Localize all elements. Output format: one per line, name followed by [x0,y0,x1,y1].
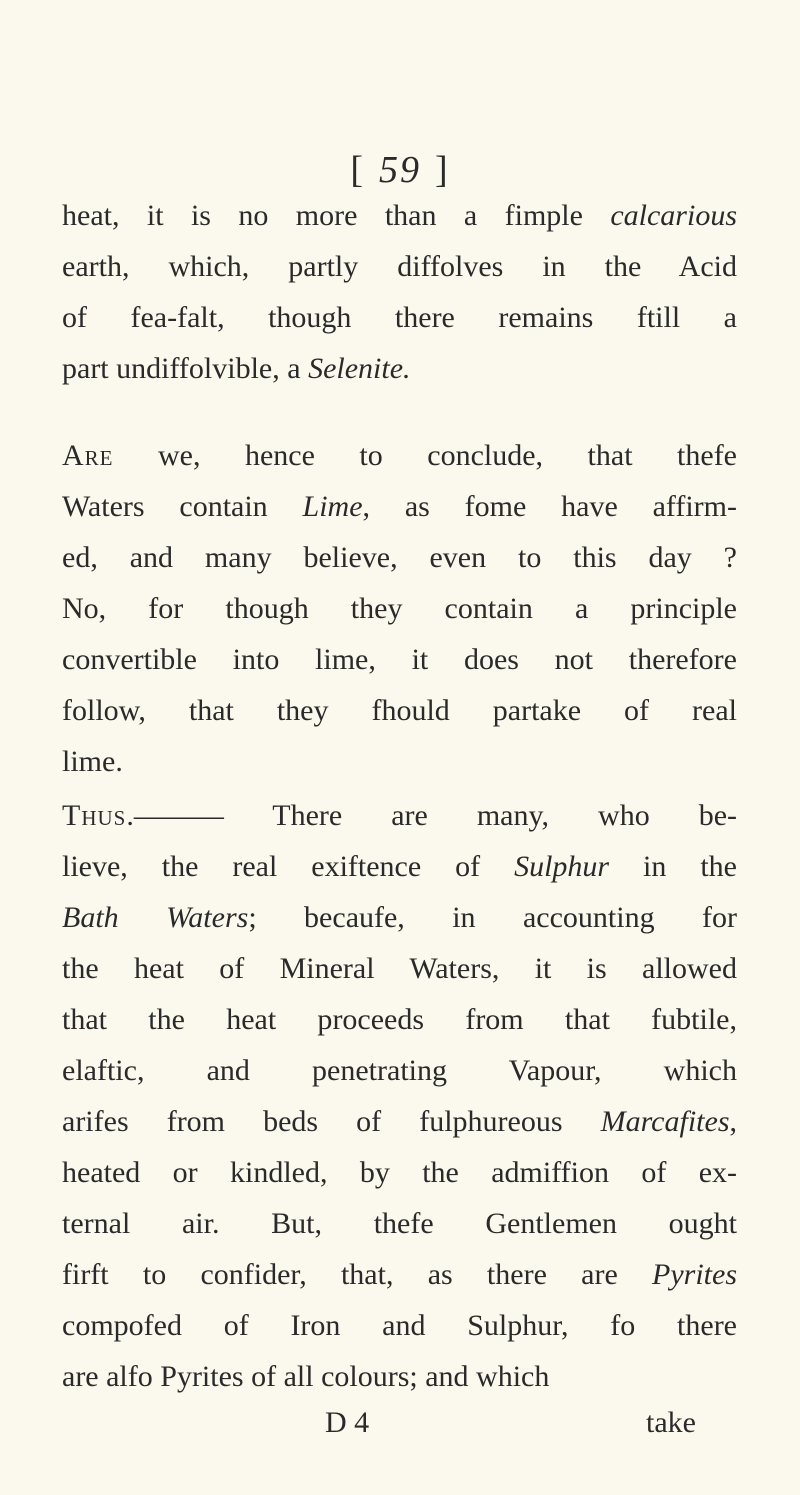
page-number: 59 [379,149,421,191]
text-line: ed, and many believe, even to this day ? [62,541,737,574]
text-line: No, for though they contain a principle [62,592,737,625]
italic-term: Sulphur [514,850,610,883]
text-line: that the heat proceeds from that fubtile, [62,1003,737,1036]
paragraph-3 [62,790,737,1402]
text-line: elaftic, and penetrating Vapour, which [62,1054,737,1087]
text-line: Bath Waters; becaufe, in accounting for [62,901,737,934]
text-line: heated or kindled, by the admiffion of ex- [62,1156,737,1189]
paragraph-1 [62,190,737,394]
text-line: Are we, hence to conclude, that thefe [62,439,737,472]
text-line: firft to confider, that, as there are Pyrites [62,1258,737,1291]
text-line: convertible into lime, it does not therefore [62,643,737,676]
text-line: compofed of Iron and Sulphur, fo there [62,1309,737,1342]
italic-term: Lime [302,490,363,523]
small-caps-lead: Are [62,439,114,472]
text-line: lieve, the real exiftence of Sulphur in the [62,850,737,883]
italic-term: calcarious [610,199,737,232]
italic-term: Selenite. [308,352,411,385]
italic-term: Pyrites [652,1258,737,1291]
text-line: earth, which, partly diffolves in the Acid [62,250,737,283]
catchword: take [646,1406,696,1439]
text-line: Thus.——— There are many, who be- [62,799,737,832]
text-line: the heat of Mineral Waters, it is allowed [62,952,737,985]
italic-term: Marcafites [600,1105,730,1138]
bracket-close: ] [435,149,450,191]
signature-mark: D 4 [325,1406,370,1439]
text-line: part undiffolvible, a Selenite. [62,352,411,385]
paragraph-2 [62,430,737,787]
text-line: lime. [62,745,123,778]
text-line: follow, that they fhould partake of real [62,694,737,727]
text-line: arifes from beds of fulphureous Marcafites, [62,1105,737,1138]
text-line: heat, it is no more than a fimple calcarious [62,199,737,232]
page-header [0,148,800,192]
small-caps-lead: Thus [62,799,127,832]
text-line: of fea-falt, though there remains ftill a [62,301,737,334]
text-line: Waters contain Lime, as fome have affirm- [62,490,737,523]
text-line: are alfo Pyrites of all colours; and which [62,1360,550,1393]
text-line: ternal air. But, thefe Gentlemen ought [62,1207,737,1240]
italic-term: Bath Waters [62,901,249,934]
bracket-open: [ [350,149,365,191]
